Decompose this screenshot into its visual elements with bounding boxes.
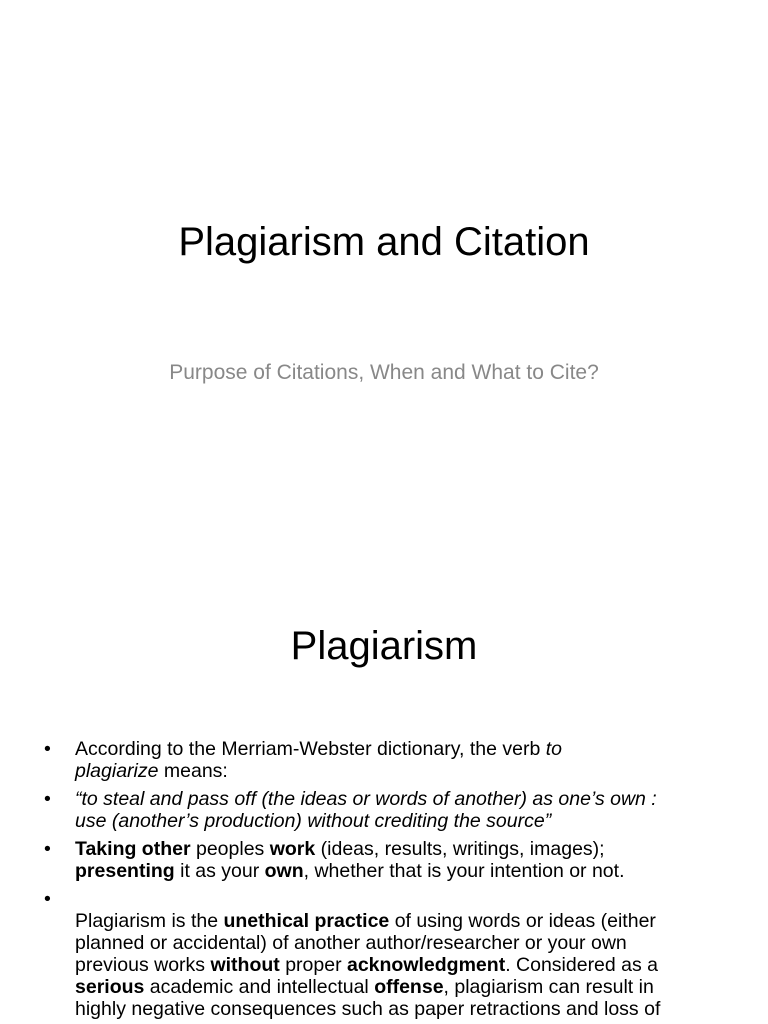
bullet-list [40, 738, 730, 1024]
bullet-icon: • [44, 888, 51, 910]
bullet-item-taking-work [40, 838, 730, 882]
bullet-line [75, 910, 730, 932]
bullet-icon: • [44, 738, 51, 760]
bullet-line [75, 838, 730, 860]
slide-title: Plagiarism and Citation [178, 220, 590, 264]
bullet-line: use (another’s production) without crediting the source” [75, 810, 552, 832]
text-run-bold: Taking other [75, 838, 191, 860]
text-run-bold: work [269, 838, 316, 860]
bullet-line: highly negative consequences such as paper retractions and loss of [75, 998, 661, 1020]
text-run-italic: plagiarize [75, 760, 159, 782]
text-run-bold: presenting [75, 860, 175, 882]
text-run: According to the Merriam-Webster dictionary, the verb [75, 738, 546, 760]
text-run-italic: to [545, 738, 562, 760]
text-run: of using words or ideas (either [389, 910, 656, 932]
text-run-bold: acknowledgment [346, 954, 506, 976]
bullet-line: planned or accidental) of another author/researcher or your own [75, 932, 627, 954]
bullet-line [75, 954, 730, 976]
text-run-bold: without [210, 954, 280, 976]
text-run: , plagiarism can result in [443, 976, 654, 998]
slide-subtitle: Purpose of Citations, When and What to Cite? [169, 361, 599, 384]
bullet-line [75, 760, 730, 782]
slide-heading: Plagiarism [290, 624, 478, 668]
text-run: previous works [75, 954, 211, 976]
bullet-line [75, 976, 730, 998]
text-run-bold: serious [75, 976, 145, 998]
text-run: means: [158, 760, 228, 782]
text-run: (ideas, results, writings, images); [315, 838, 605, 860]
text-run-bold: offense [374, 976, 444, 998]
bullet-icon: • [44, 838, 51, 860]
bullet-line [75, 738, 730, 760]
bullet-icon: • [44, 788, 51, 810]
bullet-item-definition-intro [40, 738, 730, 782]
blank-line [75, 888, 730, 910]
text-run: it as your [174, 860, 265, 882]
text-run-bold: own [264, 860, 304, 882]
text-run: academic and intellectual [144, 976, 375, 998]
text-run-bold: unethical practice [223, 910, 390, 932]
text-run: Plagiarism is the [75, 910, 224, 932]
text-run: . Considered as a [505, 954, 659, 976]
content-slide [0, 576, 768, 1024]
bullet-item-unethical-practice [40, 888, 730, 1020]
text-run: proper [279, 954, 347, 976]
bullet-line [75, 860, 730, 882]
text-run: peoples [190, 838, 270, 860]
bullet-item-definition-quote [40, 788, 730, 832]
text-run: , whether that is your intention or not. [303, 860, 625, 882]
bullet-line: “to steal and pass off (the ideas or words of another) as one’s own : [75, 788, 657, 810]
